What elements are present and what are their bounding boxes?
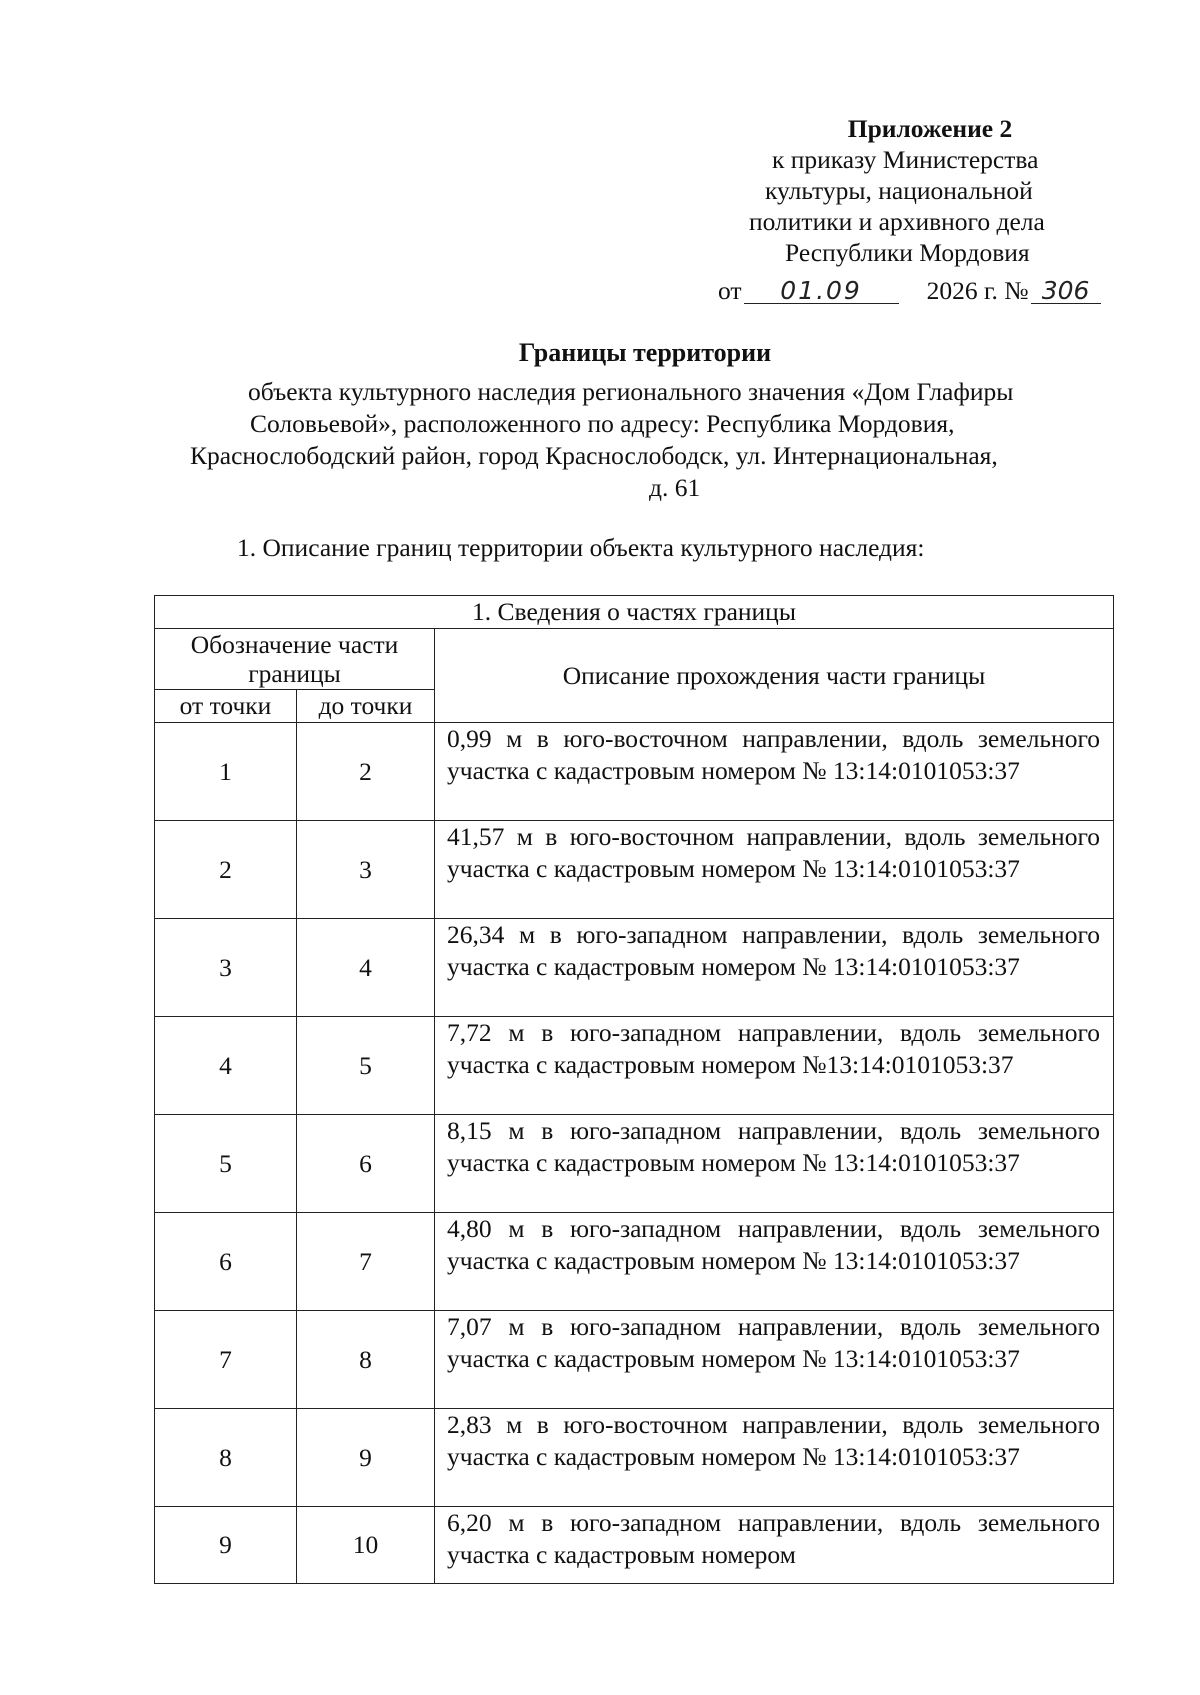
to-point-cell: 9 (297, 1409, 435, 1507)
description-cell: 8,15 м в юго-западном направлении, вдоль земельного участка с кадастровым номером № 13:14:0101053:37 (435, 1115, 1114, 1213)
table-row (155, 1409, 1114, 1507)
to-point-cell: 7 (297, 1213, 435, 1311)
description-cell: 26,34 м в юго-западном направлении, вдоль земельного участка с кадастровым номером № 13:14:0101053:37 (435, 919, 1114, 1017)
from-point-cell: 1 (155, 723, 297, 821)
document-title: Границы территории (518, 338, 772, 367)
from-point-cell: 4 (155, 1017, 297, 1115)
appendix-line: культуры, национальной (765, 176, 1033, 205)
to-point-cell: 8 (297, 1311, 435, 1409)
table-row (155, 723, 1114, 821)
order-date-line (718, 276, 1101, 306)
subject-line: Соловьевой», расположенного по адресу: Республика Мордовия, (250, 409, 955, 438)
description-cell: 0,99 м в юго-восточном направлении, вдоль земельного участка с кадастровым номером № 13:14:0101053:37 (435, 723, 1114, 821)
to-point-cell: 3 (297, 821, 435, 919)
section-heading: 1. Описание границ территории объекта культурного наследия: (237, 533, 925, 562)
from-point-cell: 9 (155, 1507, 297, 1584)
appendix-title: Приложение 2 (847, 114, 1013, 143)
to-point-cell: 6 (297, 1115, 435, 1213)
table-row (155, 821, 1114, 919)
boundary-table (154, 595, 1114, 1584)
appendix-block (700, 113, 1100, 268)
subject-line: Краснослободский район, город Краснослободск, ул. Интернациональная, (190, 441, 998, 470)
from-point-cell: 5 (155, 1115, 297, 1213)
description-cell: 2,83 м в юго-восточном направлении, вдоль земельного участка с кадастровым номером № 13:14:0101053:37 (435, 1409, 1114, 1507)
to-point-cell: 10 (297, 1507, 435, 1584)
handwritten-date: 01.09 (744, 279, 899, 304)
table-caption: 1. Сведения о частях границы (155, 596, 1114, 629)
to-point-cell: 4 (297, 919, 435, 1017)
header-description: Описание прохождения части границы (435, 629, 1114, 723)
subject-line: объекта культурного наследия регионального значения «Дом Глафиры (248, 377, 1014, 406)
from-point-cell: 6 (155, 1213, 297, 1311)
description-cell: 7,72 м в юго-западном направлении, вдоль земельного участка с кадастровым номером №13:14:0101053:37 (435, 1017, 1114, 1115)
table-row (155, 1115, 1114, 1213)
from-label: от (718, 276, 742, 305)
appendix-line: к приказу Министерства (772, 145, 1039, 174)
description-cell: 6,20 м в юго-западном направлении, вдоль земельного участка с кадастровым номером (435, 1507, 1114, 1584)
appendix-line: политики и архивного дела (749, 207, 1045, 236)
table-row (155, 1507, 1114, 1584)
table-row (155, 919, 1114, 1017)
header-to-point: до точки (297, 690, 435, 723)
table-row (155, 1017, 1114, 1115)
header-part-designation: Обозначение части границы (155, 629, 435, 690)
description-cell: 7,07 м в юго-западном направлении, вдоль земельного участка с кадастровым номером № 13:14:0101053:37 (435, 1311, 1114, 1409)
appendix-line: Республики Мордовия (785, 238, 1030, 267)
from-point-cell: 2 (155, 821, 297, 919)
handwritten-order-number: 306 (1031, 279, 1101, 304)
year-label: 2026 г. № (926, 276, 1029, 305)
to-point-cell: 5 (297, 1017, 435, 1115)
document-subject (0, 376, 1200, 504)
from-point-cell: 3 (155, 919, 297, 1017)
from-point-cell: 8 (155, 1409, 297, 1507)
from-point-cell: 7 (155, 1311, 297, 1409)
to-point-cell: 2 (297, 723, 435, 821)
description-cell: 4,80 м в юго-западном направлении, вдоль земельного участка с кадастровым номером № 13:14:0101053:37 (435, 1213, 1114, 1311)
subject-line: д. 61 (649, 473, 701, 502)
header-from-point: от точки (155, 690, 297, 723)
description-cell: 41,57 м в юго-восточном направлении, вдоль земельного участка с кадастровым номером № 13:14:0101053:37 (435, 821, 1114, 919)
table-row (155, 1213, 1114, 1311)
table-row (155, 1311, 1114, 1409)
